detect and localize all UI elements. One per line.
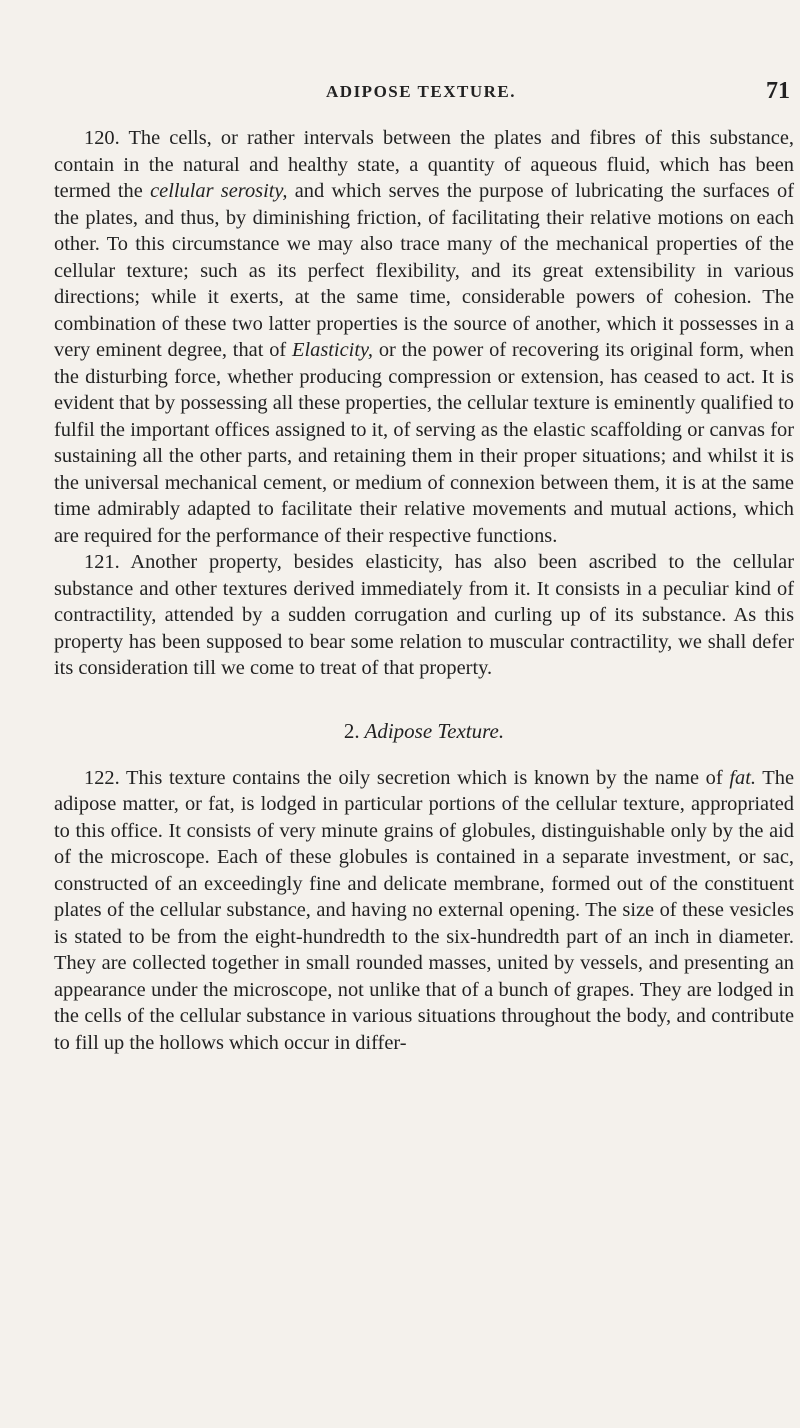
section-number: 2.: [343, 718, 360, 743]
paragraph-121: 121. Another property, besides elasticity, has also been ascribed to the cellular substance and other textures derived immediately from it. It consists in a peculiar kind of contractility, attended by a sudden corrugation and curling up of its substance. As this property has been supposed to bear some relation to muscular contractility, we shall defer its consideration till we come to treat of that property.: [54, 551, 794, 679]
paragraph-122-part-1: 122. This texture contains the oily secretion which is known by the name of: [84, 766, 730, 789]
paragraph-120: [54, 125, 794, 549]
term-elasticity: Elasticity,: [292, 339, 374, 361]
section-title: Adipose Texture.: [364, 718, 505, 743]
paragraph-120-part-2: and which serves the purpose of lubricating the surfaces of the plates, and thus, by diminishing friction, of facilitating their relative motions on each other. To this circumstance we may also trace many of the mechanical properties of the cellular texture; such as its perfect flexibility, and its great extensibility in various directions; while it exerts, at the same time, considerable powers of cohesion. The combination of these two latter properties is the source of another, which it possesses in a very eminent degree, that of: [54, 180, 795, 361]
body-text: [54, 125, 794, 1056]
paragraph-120-part-3: or the power of recovering its original form, when the disturbing force, whether producing compression or extension, has ceased to act. It is evident that by possessing all these properties, the cellular texture is eminently qualified to fulfil the important offices assigned to it, of serving as the elastic scaffolding or canvas for sustaining all the other parts, and retaining them in their proper situations; and whilst it is the universal mechanical cement, or medium of connexion between them, it is at the same time admirably adapted to facilitate their relative movements and mutual actions, which are required for the performance of their respective functions.: [54, 339, 794, 547]
running-head: [52, 78, 790, 108]
term-fat: fat.: [729, 766, 756, 789]
section-heading: [54, 718, 794, 744]
paragraph-122: [54, 765, 794, 1057]
paragraph-120-part-1: 120. The cells, or rather intervals between the plates and fibres of this substance, contain in the natural and healthy state, a quantity of aqueous fluid, which has been termed the: [54, 127, 794, 202]
running-title: ADIPOSE TEXTURE.: [326, 82, 516, 101]
paragraph-122-part-2: The adipose matter, or fat, is lodged in particular portions of the cellular texture, appropriated to this office. It consists of very minute grains of globules, distinguishable only by the aid of the microscope. Each of these globules is contained in a separate investment, or sac, constructed of an exceedingly fine and delicate membrane, formed out of the constituent plates of the cellular substance, and having no external opening. The size of these vesicles is stated to be from the eight-hundredth to the six-hundredth part of an inch in diameter. They are collected together in small rounded masses, united by vessels, and presenting an appearance under the microscope, not unlike that of a bunch of grapes. They are lodged in the cells of the cellular substance in various situations throughout the body, and contribute to fill up the hollows which occur in differ-: [54, 766, 795, 1054]
page-number: 71: [766, 78, 790, 104]
term-cellular-serosity: cellular serosity,: [150, 180, 288, 202]
